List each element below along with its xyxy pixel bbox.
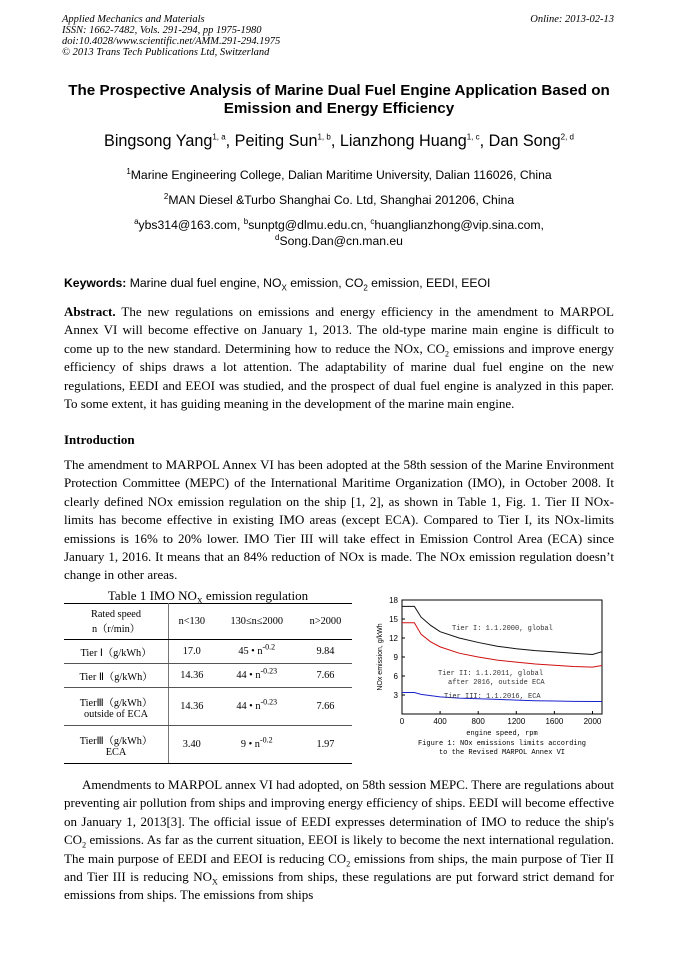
caption-text: Table 1 IMO NO bbox=[107, 588, 197, 603]
x-tick-label: 1200 bbox=[507, 717, 526, 726]
affiliation-text: Marine Engineering College, Dalian Maritime University, Dalian 116026, China bbox=[130, 168, 552, 182]
author-name: Bingsong Yang bbox=[104, 132, 213, 150]
email-sup: d bbox=[275, 232, 280, 242]
table-cell bbox=[215, 664, 299, 688]
author-name: Peiting Sun bbox=[234, 132, 318, 150]
online-date: Online: 2013-02-13 bbox=[530, 14, 614, 25]
header-cell bbox=[64, 604, 169, 640]
formula: 45 • n bbox=[238, 646, 263, 657]
table-row bbox=[64, 664, 352, 688]
series-label: after 2016, outside ECA bbox=[448, 679, 545, 687]
x-axis-label: engine speed, rpm bbox=[466, 730, 538, 738]
paper-title: The Prospective Analysis of Marine Dual Fuel Engine Application Based on Emission and Energy Efficiency bbox=[68, 82, 610, 117]
subscript: 2 bbox=[82, 840, 87, 850]
email-list bbox=[0, 218, 678, 233]
affiliation-text: MAN Diesel &Turbo Shanghai Co. Ltd, Shanghai 201206, China bbox=[168, 193, 515, 207]
exponent: -0.2 bbox=[262, 642, 276, 652]
exponent: -0.2 bbox=[259, 735, 273, 745]
x-tick-label: 1600 bbox=[545, 717, 564, 726]
table-cell: 1.97 bbox=[299, 726, 352, 764]
author-sup: 1, c bbox=[466, 132, 480, 142]
table-row bbox=[64, 688, 352, 726]
author-sup: 1, b bbox=[317, 132, 331, 142]
figure-caption: to the Revised MARPOL Annex VI bbox=[438, 749, 566, 755]
row-label-text: TierⅢ（g/kWh） bbox=[79, 697, 153, 709]
row-label: Tier Ⅱ（g/kWh） bbox=[64, 664, 169, 688]
table-cell: 14.36 bbox=[169, 688, 215, 726]
table-caption bbox=[64, 588, 352, 604]
subscript: 2 bbox=[444, 349, 449, 359]
formula: 9 • n bbox=[240, 739, 260, 750]
intro-paragraph-2 bbox=[64, 776, 614, 905]
table-cell bbox=[215, 688, 299, 726]
keywords-text: emission, EEDI, EEOI bbox=[367, 276, 491, 290]
formula: 44 • n bbox=[236, 670, 261, 681]
y-tick-label: 15 bbox=[389, 615, 398, 624]
y-axis-label: NOx emission, g/kWh bbox=[377, 623, 384, 691]
exponent: -0.23 bbox=[260, 697, 278, 707]
doi-line: doi:10.4028/www.scientific.net/AMM.291-294.1975 bbox=[62, 36, 281, 47]
affiliation-1 bbox=[0, 168, 678, 183]
x-tick-label: 2000 bbox=[583, 717, 602, 726]
email-link[interactable]: ybs314@163.com, bbox=[138, 218, 244, 232]
row-label-text: ECA bbox=[105, 746, 127, 758]
author-name: Dan Song bbox=[488, 132, 561, 150]
header-cell: 130≤n≤2000 bbox=[215, 604, 299, 640]
series-label: Tier I: 1.1.2000, global bbox=[452, 625, 553, 633]
table-cell bbox=[215, 640, 299, 664]
row-label bbox=[64, 726, 169, 764]
keywords bbox=[64, 276, 491, 293]
paragraph-text: emissions. As far as the current situation, EEOI is likely to become the next international regulation. The main purpose of EEDI and EEOI is reducing CO bbox=[64, 832, 614, 866]
affiliation-sup: 1 bbox=[126, 166, 131, 176]
author-list: Bingsong Yang$^{1, a}$, Peiting Sun$^{1, b}$, Lianzhong Huang$^{1, c}$, Dan Song$^{2, d}$ bbox=[104, 132, 574, 150]
paragraph-text: emissions from ships, these regulations are put forward strict demand for emissions from ships. The emissions from ships bbox=[64, 869, 614, 903]
table-cell: 17.0 bbox=[169, 640, 215, 664]
series-label: Tier III: 1.1.2016, ECA bbox=[444, 693, 541, 701]
y-tick-label: 9 bbox=[393, 653, 398, 662]
email-sup: a bbox=[134, 216, 139, 226]
y-tick-label: 12 bbox=[389, 634, 398, 643]
subscript: X bbox=[281, 283, 287, 293]
nox-limits-chart bbox=[372, 590, 612, 755]
x-tick-label: 400 bbox=[433, 717, 447, 726]
issn-line: ISSN: 1662-7482, Vols. 291-294, pp 1975-1980 bbox=[62, 25, 262, 36]
y-tick-label: 3 bbox=[393, 691, 398, 700]
section-heading: Introduction bbox=[64, 432, 135, 447]
subscript: X bbox=[212, 877, 218, 887]
header-text: Rated speed bbox=[90, 608, 142, 620]
journal-info bbox=[62, 14, 280, 58]
paragraph-text: emissions from ships, the main purpose of Tier II and Tier III is reducing NO bbox=[64, 850, 615, 885]
paragraph-text: Amendments to MARPOL annex VI had adopted, on 58th session MEPC. There are regulations about preventing air pollution from ships and improving energy efficiency of ships. EEDI will become effective on January 1, 2013[3]. The official issue of EEDI expresses determination of IMO to reduce the ship's CO bbox=[64, 777, 614, 848]
table-row bbox=[64, 726, 352, 764]
keywords-label: Keywords: bbox=[64, 276, 127, 290]
subscript: X bbox=[196, 596, 203, 606]
table-cell: 7.66 bbox=[299, 664, 352, 688]
email-link[interactable]: sunptg@dlmu.edu.cn, bbox=[248, 218, 371, 232]
affiliation-2 bbox=[0, 193, 678, 208]
x-tick-label: 800 bbox=[471, 717, 485, 726]
figure-caption: Figure 1: NOx emissions limits according bbox=[417, 740, 587, 748]
intro-paragraph-1: The amendment to MARPOL Annex VI has been adopted at the 58th session of the Marine Environment Protection Committee (MEPC) of the International Maritime Organization (IMO), in October 2008. It clearly defined NOx emission regulation on the ship [1, 2], as shown in Table 1, Fig. 1. Tier II NOx-limits has become effective in existing IMO areas (except ECA). Compared to Tier I, its NOx-limits emissions is 16% to 20% lower. IMO Tier III will take effect in Emission Control Area (ECA) since January 1, 2016. It means that an 84% reduction of NOx is made. The NOx emission regulation doesn’t change in other areas. bbox=[64, 457, 614, 583]
table-header-row bbox=[64, 604, 352, 640]
table-cell: 7.66 bbox=[299, 688, 352, 726]
emission-table bbox=[64, 603, 352, 764]
email-link[interactable]: huanglianzhong@vip.sina.com, bbox=[374, 218, 544, 232]
email-sup: b bbox=[243, 216, 249, 226]
y-tick-label: 18 bbox=[389, 596, 398, 605]
series-label: Tier II: 1.1.2011, global bbox=[438, 670, 544, 678]
table-cell bbox=[215, 726, 299, 764]
y-tick-label: 6 bbox=[393, 672, 398, 681]
author-sup: 2, d bbox=[560, 132, 574, 142]
header-text: n（r/min） bbox=[91, 623, 141, 635]
row-label: Tier Ⅰ（g/kWh） bbox=[64, 640, 169, 664]
copyright-line: © 2013 Trans Tech Publications Ltd, Switzerland bbox=[62, 47, 270, 58]
email-link[interactable]: Song.Dan@cn.man.eu bbox=[279, 234, 403, 248]
journal-name: Applied Mechanics and Materials bbox=[62, 14, 205, 25]
keywords-text: Marine dual fuel engine, NO bbox=[126, 276, 282, 290]
author-name: Lianzhong Huang bbox=[339, 132, 467, 150]
header-cell: n>2000 bbox=[299, 604, 352, 640]
formula: 44 • n bbox=[236, 701, 261, 712]
exponent: -0.23 bbox=[260, 666, 278, 676]
affiliation-sup: 2 bbox=[163, 191, 169, 201]
subscript: 2 bbox=[363, 283, 368, 293]
email-sup: c bbox=[370, 216, 375, 226]
table-row bbox=[64, 640, 352, 664]
row-label-text: outside of ECA bbox=[83, 708, 149, 720]
abstract-text: emissions and improve energy efficiency of ships draws a lot attention. The adaptability of marine dual fuel engine on the new regulations, EEDI and EEOI was studied, and the prospect of dual fuel engine is analyzed in this paper. To some extent, it has guiding meaning in the development of the marine main engine. bbox=[64, 340, 614, 412]
table-cell: 3.40 bbox=[169, 726, 215, 764]
subscript: 2 bbox=[346, 859, 351, 869]
abstract-label: Abstract. bbox=[64, 304, 116, 319]
author-sup: 1, a bbox=[212, 132, 226, 142]
table-cell: 9.84 bbox=[299, 640, 352, 664]
abstract bbox=[64, 303, 614, 413]
x-tick-label: 0 bbox=[399, 717, 405, 726]
email-list-2 bbox=[0, 234, 678, 249]
header-cell: n<130 bbox=[169, 604, 215, 640]
table-cell: 14.36 bbox=[169, 664, 215, 688]
abstract-text: The new regulations on emissions and energy efficiency in the amendment to MARPOL Annex VI will become effective on January 1, 2013. The old-type marine main engine is difficult to come up to the new standard. Determining how to reduce the NOx, CO bbox=[64, 304, 614, 356]
caption-text: emission regulation bbox=[202, 588, 309, 603]
keywords-text: emission, CO bbox=[286, 276, 364, 290]
row-label-text: TierⅢ（g/kWh） bbox=[79, 735, 153, 747]
row-label bbox=[64, 688, 169, 726]
